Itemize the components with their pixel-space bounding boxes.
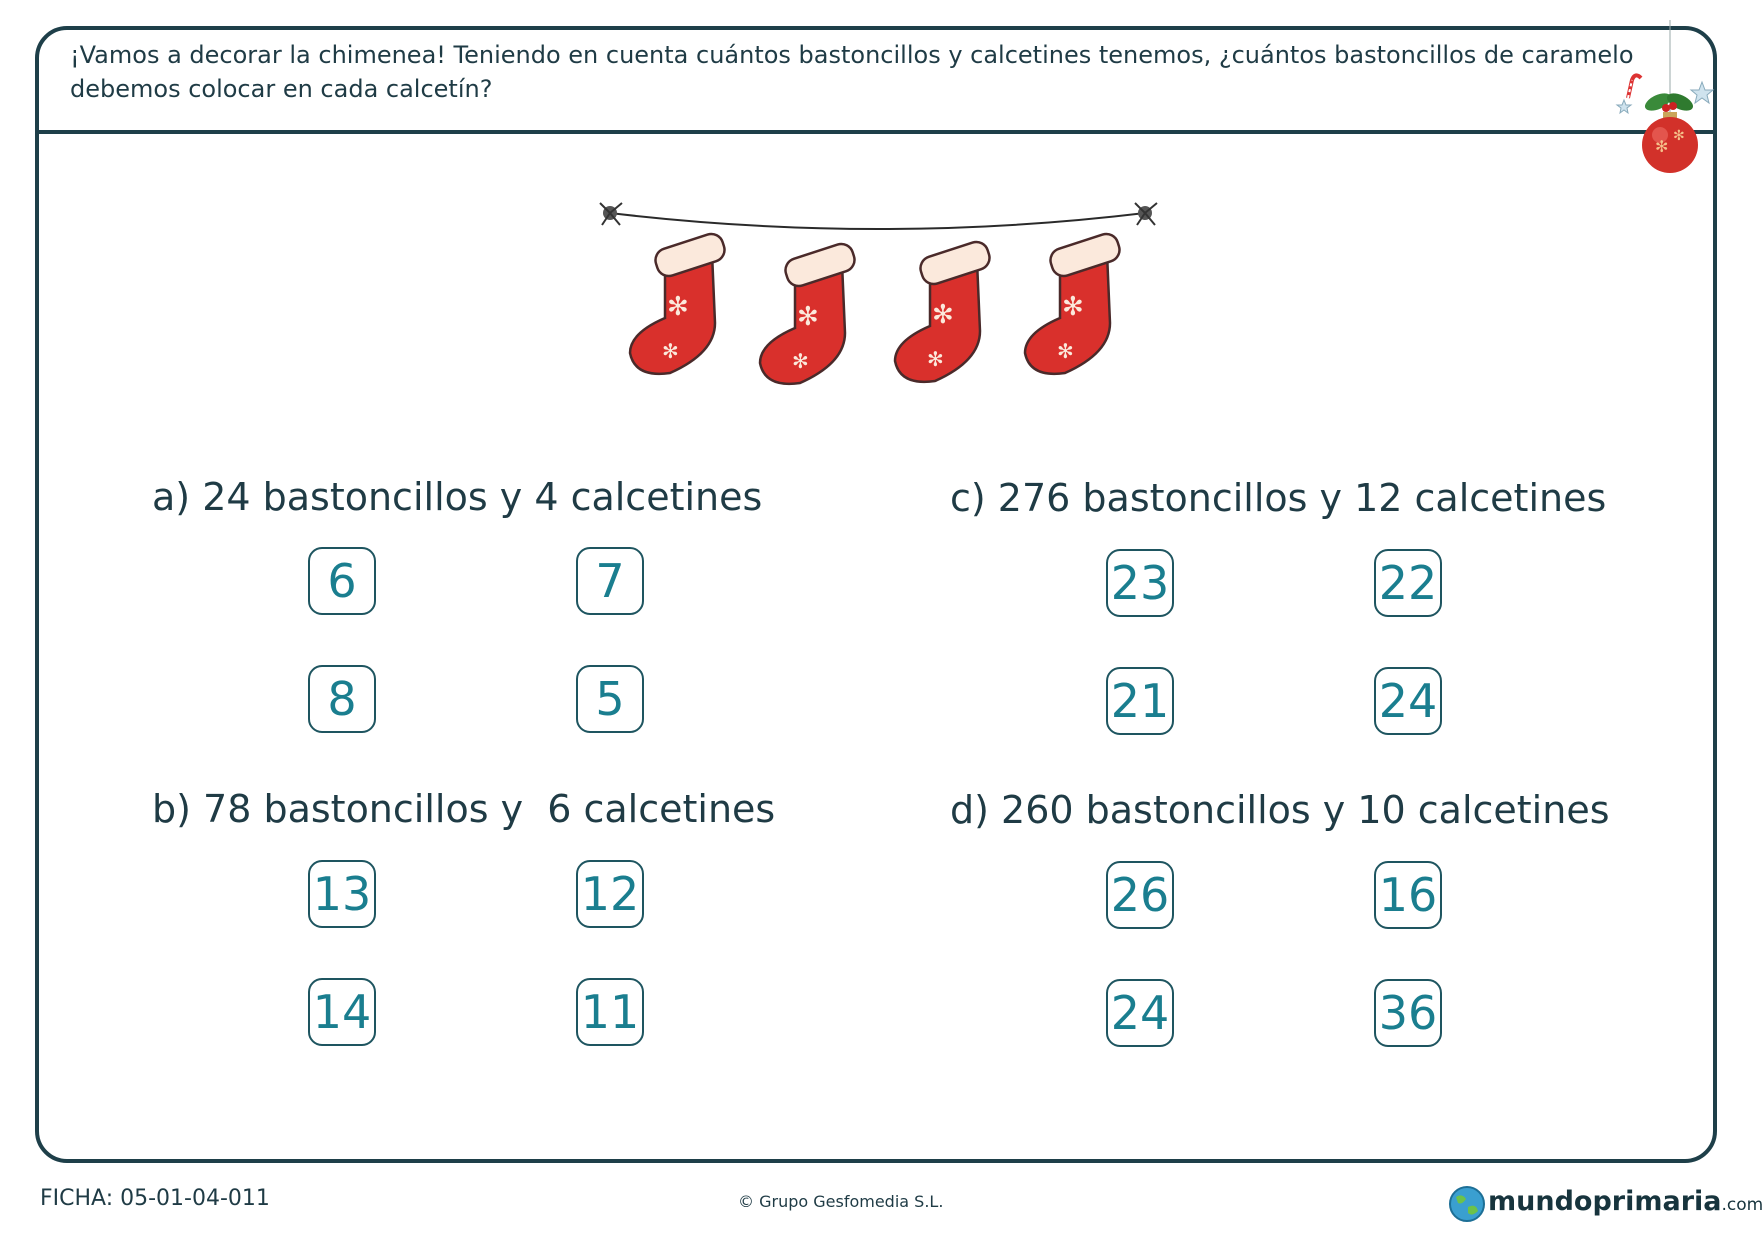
option-a-4[interactable]: 5 (576, 665, 644, 733)
svg-text:✻: ✻ (1673, 128, 1685, 144)
option-d-4[interactable]: 36 (1374, 979, 1442, 1047)
option-c-4[interactable]: 24 (1374, 667, 1442, 735)
question-c: c) 276 bastoncillos y 12 calcetines (950, 476, 1607, 520)
option-c-1[interactable]: 23 (1106, 549, 1174, 617)
svg-text:✻: ✻ (927, 347, 944, 371)
option-a-1[interactable]: 6 (308, 547, 376, 615)
stocking-2 (760, 241, 858, 384)
option-b-3[interactable]: 14 (308, 978, 376, 1046)
option-c-3[interactable]: 21 (1106, 667, 1174, 735)
svg-text:✻: ✻ (1062, 292, 1084, 322)
instruction-text: ¡Vamos a decorar la chimenea! Teniendo en cuenta cuántos bastoncillos y calcetines tenemos, ¿cuántos bastoncillos de caramelo debemos colocar en cada calcetín? (70, 41, 1634, 103)
option-b-4[interactable]: 11 (576, 978, 644, 1046)
question-b: b) 78 bastoncillos y 6 calcetines (152, 787, 776, 831)
header-divider (35, 130, 1717, 134)
brand-suffix: .com (1721, 1195, 1763, 1215)
option-b-1[interactable]: 13 (308, 860, 376, 928)
stockings-garland-illustration (600, 195, 1160, 415)
svg-text:✻: ✻ (797, 302, 819, 332)
svg-text:✻: ✻ (1655, 137, 1669, 156)
svg-text:✻: ✻ (667, 292, 689, 322)
christmas-ornament-icon (1610, 20, 1720, 170)
svg-text:✻: ✻ (792, 349, 809, 373)
option-b-2[interactable]: 12 (576, 860, 644, 928)
question-d: d) 260 bastoncillos y 10 calcetines (950, 788, 1610, 832)
stocking-1 (630, 231, 728, 374)
option-a-2[interactable]: 7 (576, 547, 644, 615)
brand-logo[interactable] (1448, 1183, 1763, 1227)
question-a: a) 24 bastoncillos y 4 calcetines (152, 475, 763, 519)
stocking-3 (895, 239, 993, 382)
copyright-text: © Grupo Gesfomedia S.L. (738, 1192, 944, 1211)
option-a-3[interactable]: 8 (308, 665, 376, 733)
brand-name: mundoprimaria (1488, 1186, 1722, 1217)
svg-text:✻: ✻ (1057, 339, 1074, 363)
svg-text:✻: ✻ (662, 339, 679, 363)
ficha-code: FICHA: 05-01-04-011 (40, 1186, 270, 1211)
option-c-2[interactable]: 22 (1374, 549, 1442, 617)
option-d-3[interactable]: 24 (1106, 979, 1174, 1047)
globe-icon (1448, 1185, 1486, 1223)
option-d-1[interactable]: 26 (1106, 861, 1174, 929)
svg-text:✻: ✻ (932, 300, 954, 330)
option-d-2[interactable]: 16 (1374, 861, 1442, 929)
stocking-4 (1025, 231, 1123, 374)
